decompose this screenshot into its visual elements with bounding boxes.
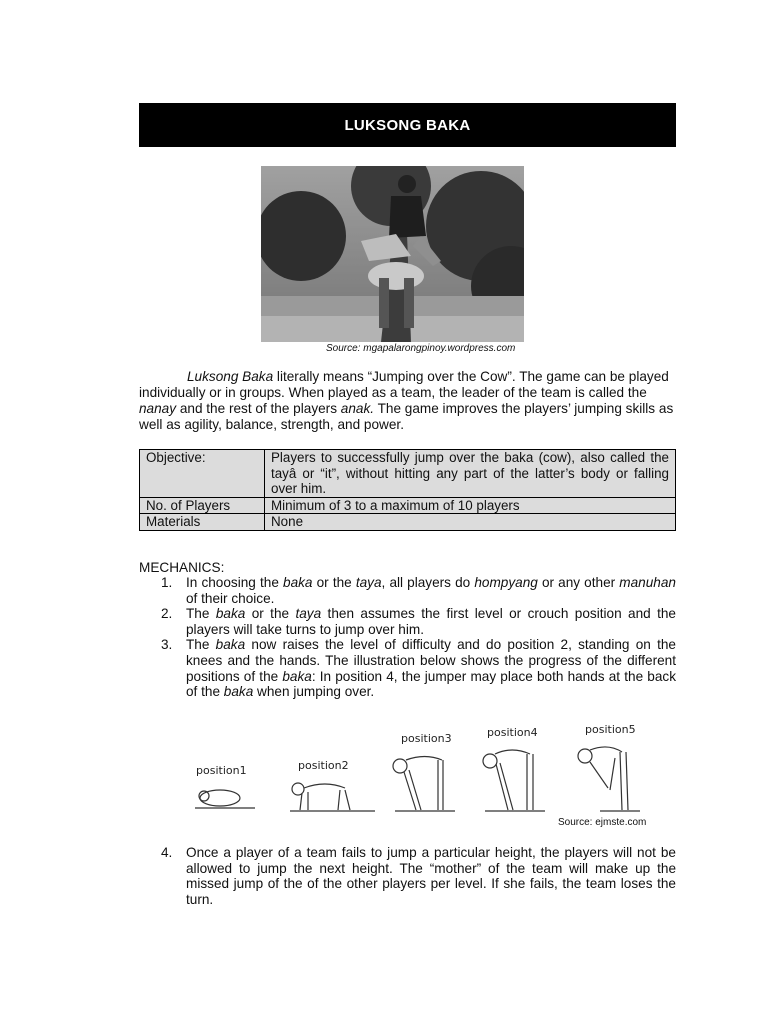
position2-figure: [290, 783, 375, 811]
page-title: LUKSONG BAKA: [139, 103, 676, 147]
game-info-table: [139, 449, 676, 531]
intro-paragraph: [139, 369, 676, 433]
position5-label: position5: [585, 723, 636, 736]
mechanics-text-run: taya: [355, 575, 382, 590]
mechanics-text-run: or the: [312, 575, 356, 590]
position3-label: position3: [401, 732, 452, 745]
mechanics-text-run: when jumping over.: [253, 684, 375, 700]
table-value-objective: Players to successfully jump over the baka (cow), also called the tayâ or “it”, without hitting any part of the latter’s body or falling over him.: [265, 450, 676, 498]
mechanics-list: [139, 575, 676, 700]
illustration-source-caption: Source: ejmste.com: [558, 817, 647, 828]
table-key-materials: Materials: [140, 514, 265, 531]
item4-text: Once a player of a team fails to jump a particular height, the players will not be allowed to jump the next height. The “mother” of the team will make up the missed jump of the of the other players per level. If she fails, the team loses the turn.: [186, 845, 676, 907]
mechanics-text-run: baka: [282, 668, 312, 684]
table-row: [140, 514, 676, 531]
mechanics-text-run: , all players do: [381, 575, 475, 590]
mechanics-item-1: [139, 575, 676, 606]
intro-nanay: nanay: [139, 401, 177, 416]
mechanics-item-3: [139, 637, 676, 699]
item4-number: 4.: [161, 845, 173, 860]
position5-figure: [578, 747, 640, 811]
table-value-materials: None: [265, 514, 676, 531]
mechanics-text-run: baka: [283, 575, 313, 590]
intro-anak: anak.: [340, 401, 375, 416]
mechanics-text-run: The: [186, 637, 216, 653]
intro-text-1: literally means “Jumping over the Cow”. The game can be played individually or in groups. When played as a team, the leader of the team is called the: [139, 369, 669, 400]
intro-text-2: and the rest of the players: [176, 401, 341, 416]
mechanics-item-number: 2.: [161, 606, 173, 622]
mechanics-item-4: [139, 845, 676, 907]
position1-figure: [195, 790, 255, 808]
intro-text-3: The game improves the players’ jumping skills as well as agility, balance, strength, and power.: [139, 401, 674, 432]
mechanics-text-run: of their choice.: [186, 590, 275, 606]
table-key-players: No. of Players: [140, 497, 265, 514]
position4-figure: [483, 750, 545, 811]
position3-figure: [393, 757, 455, 812]
mechanics-item-2: [139, 606, 676, 637]
mechanics-text-run: then assumes the first level or crouch position and the players will take turns to jump over him.: [186, 606, 676, 637]
mechanics-text-run: In choosing the: [186, 575, 284, 590]
mechanics-item-number: 3.: [161, 637, 173, 653]
photo-source-caption: Source: mgapalarongpinoy.wordpress.com: [326, 343, 516, 354]
mechanics-text-run: baka: [223, 684, 254, 700]
mechanics-text-run: manuhan: [619, 575, 676, 590]
mechanics-item-number: 1.: [161, 575, 173, 590]
luksong-baka-photo: [261, 166, 524, 342]
mechanics-heading: MECHANICS:: [139, 560, 225, 575]
position2-label: position2: [298, 759, 349, 772]
table-row: [140, 497, 676, 514]
mechanics-text-run: baka: [215, 637, 246, 653]
mechanics-text-run: or the: [245, 606, 296, 622]
mechanics-text-run: taya: [295, 606, 322, 622]
table-row: [140, 450, 676, 498]
position1-label: position1: [196, 764, 247, 777]
position4-label: position4: [487, 726, 538, 739]
mechanics-text-run: : In position 4, the jumper may place both hands at the back of the: [186, 668, 676, 700]
positions-illustration: [190, 718, 670, 823]
intro-term: Luksong Baka: [187, 369, 274, 384]
table-value-players: Minimum of 3 to a maximum of 10 players: [265, 497, 676, 514]
mechanics-text-run: The: [186, 606, 216, 622]
mechanics-text-run: now raises the level of difficulty and do position 2, standing on the knees and the hands. The illustration below shows the progress of the different positions of the: [186, 637, 676, 684]
mechanics-text-run: hompyang: [474, 575, 538, 590]
table-key-objective: Objective:: [140, 450, 265, 498]
mechanics-text-run: baka: [215, 606, 246, 622]
mechanics-text-run: or any other: [537, 575, 620, 590]
